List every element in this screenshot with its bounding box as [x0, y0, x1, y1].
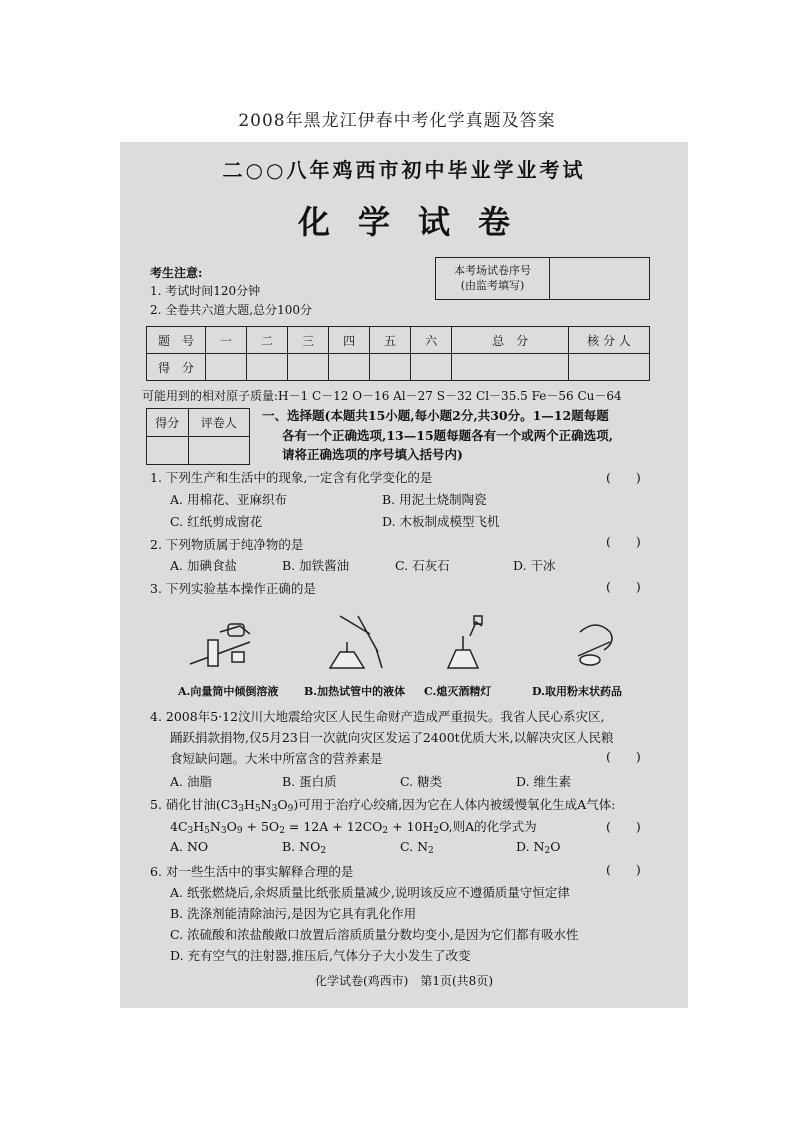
score-input-cell: [288, 354, 329, 381]
option: B. 用泥土烧制陶瓷: [382, 492, 487, 507]
answer-paren: ( ): [606, 534, 641, 549]
grader-cell: 得分: [147, 409, 189, 437]
score-cell: 总 分: [452, 327, 569, 354]
reaction-equation: [170, 817, 537, 836]
option: D. 干冰: [513, 558, 556, 573]
graduated-cylinder-illustration: [190, 624, 250, 666]
page-footer: 化学试卷(鸡西市) 第1页(共8页): [315, 974, 493, 988]
section-instruction: 请将正确选项的序号填入括号内): [282, 447, 463, 462]
seat-label-line: 本考场试卷序号: [454, 264, 531, 277]
seat-number-box: [435, 257, 650, 300]
subscript: 2: [544, 846, 551, 856]
option: D. 充有空气的注射器,推压后,气体分子大小发生了改变: [170, 948, 471, 963]
question-stem: [150, 795, 615, 814]
question-stem: 食短缺问题。大米中所富含的营养素是: [170, 751, 383, 766]
exam-page-scan: [120, 142, 688, 1008]
score-table: [146, 326, 650, 381]
atomic-masses: 可能用到的相对原子质量:H－1 C－12 O－16 Al－27 S－32 Cl－35.5 Fe－56 Cu－64: [142, 389, 622, 403]
option: C. 浓硫酸和浓盐酸敞口放置后溶质质量分数均变小,是因为它们都有吸水性: [170, 927, 579, 942]
section-instruction: 各有一个正确选项,13—15题每题各有一个或两个正确选项,: [282, 428, 613, 443]
option: A. 用棉花、亚麻织布: [170, 492, 287, 507]
seat-number-label: [436, 258, 550, 299]
score-input-cell: [569, 354, 650, 381]
q5-question: ,则A的化学式为: [448, 819, 537, 834]
grader-table: [146, 408, 250, 465]
powder-sampling-illustration: [578, 625, 612, 665]
score-cell: 四: [329, 327, 370, 354]
score-input-cell: [329, 354, 370, 381]
lab-operations-figure: [180, 612, 660, 672]
option-text: B. NO: [282, 839, 321, 854]
option: B. 加铁酱油: [282, 558, 350, 573]
figure-caption: D.取用粉末状药品: [532, 685, 622, 698]
question-stem: 踊跃捐款捐物,仅5月23日一次就向灾区发运了2400t优质大米,以解决灾区人民粮: [170, 730, 614, 745]
score-cell: 得 分: [147, 354, 206, 381]
seat-label-line: (由监考填写): [460, 279, 525, 292]
option: A. 加碘食盐: [170, 558, 237, 573]
question-stem: 2. 下列物质属于纯净物的是: [150, 537, 304, 552]
option: C. 糖类: [400, 774, 443, 789]
score-input-cell: [452, 354, 569, 381]
score-cell: 题 号: [147, 327, 206, 354]
grader-input-cell: [188, 437, 249, 465]
option-text: D. N: [516, 839, 545, 854]
score-input-cell: [206, 354, 247, 381]
subject-title: 化学试卷: [297, 203, 538, 241]
formula-c3h5n3o9: $3_3H_5N_3O_9$: [230, 797, 294, 814]
option-text: C. N: [400, 839, 429, 854]
option: [282, 839, 326, 856]
q5-text-start: 5. 硝化甘油(C: [150, 797, 231, 812]
score-cell: 三: [288, 327, 329, 354]
answer-paren: ( ): [606, 819, 641, 834]
answer-paren: ( ): [606, 749, 641, 764]
section-instruction: 一、选择题(本题共15小题,每小题2分,共30分。1—12题每题: [262, 408, 609, 423]
answer-paren: ( ): [606, 470, 641, 485]
answer-paren: ( ): [606, 579, 641, 594]
option: D. 木板制成模型飞机: [382, 514, 500, 529]
question-stem: 6. 对一些生活中的事实解释合理的是: [150, 864, 354, 879]
question-stem: 4. 2008年5·12汶川大地震给灾区人民生命财产造成严重损失。我省人民心系灾区,: [150, 709, 605, 724]
subscript: 2: [428, 846, 434, 856]
question-stem: 3. 下列实验基本操作正确的是: [150, 581, 316, 596]
score-cell: 五: [370, 327, 411, 354]
figure-caption: B.加热试管中的液体: [304, 685, 406, 698]
option: B. 洗涤剂能清除油污,是因为它具有乳化作用: [170, 906, 417, 921]
document-title: 2008年黑龙江伊春中考化学真题及答案: [238, 111, 556, 131]
score-input-cell: [411, 354, 452, 381]
exam-header: 二○○八年鸡西市初中毕业学业考试: [222, 158, 586, 182]
option: C. 红纸剪成窗花: [170, 514, 263, 529]
score-cell: 一: [206, 327, 247, 354]
score-input-cell: [247, 354, 288, 381]
option: C. 石灰石: [395, 558, 450, 573]
score-cell: 核 分 人: [569, 327, 650, 354]
option: [400, 839, 434, 856]
option: D. $N_2O$: [516, 839, 561, 856]
equation-formula: $4C_3H_5N_3O_9 + 5O_2 = 12A + 12CO_2 + 10H_2O$: [170, 819, 449, 836]
option: D. 维生素: [516, 774, 572, 789]
notice-item: 1. 考试时间120分钟: [150, 284, 261, 298]
notice-title: 考生注意:: [150, 266, 203, 280]
question-stem: 1. 下列生产和生活中的现象,一定含有化学变化的是: [150, 470, 433, 485]
q5-text-end: )可用于治疗心绞痛,因为它在人体内被缓慢氧化生成A气体:: [293, 797, 616, 812]
score-table-score-row: [147, 354, 650, 381]
test-tube-heating-illustration: [330, 616, 382, 668]
score-cell: 二: [247, 327, 288, 354]
option: A. 油脂: [170, 774, 212, 789]
grader-input-cell: [147, 437, 189, 465]
score-input-cell: [370, 354, 411, 381]
grader-cell: 评卷人: [188, 409, 249, 437]
figure-caption: A.向量筒中倾倒溶液: [178, 685, 279, 698]
alcohol-lamp-illustration: [448, 616, 482, 668]
notice-item: 2. 全卷共六道大题,总分100分: [150, 303, 312, 317]
subscript: 2: [320, 846, 327, 856]
figure-caption: C.熄灭酒精灯: [424, 685, 492, 698]
option: B. 蛋白质: [282, 774, 337, 789]
score-table-header-row: [147, 327, 650, 354]
option: A. 纸张燃烧后,余烬质量比纸张质量减少,说明该反应不遵循质量守恒定律: [170, 885, 570, 900]
score-cell: 六: [411, 327, 452, 354]
answer-paren: ( ): [606, 862, 641, 877]
option: A. NO: [170, 839, 209, 854]
